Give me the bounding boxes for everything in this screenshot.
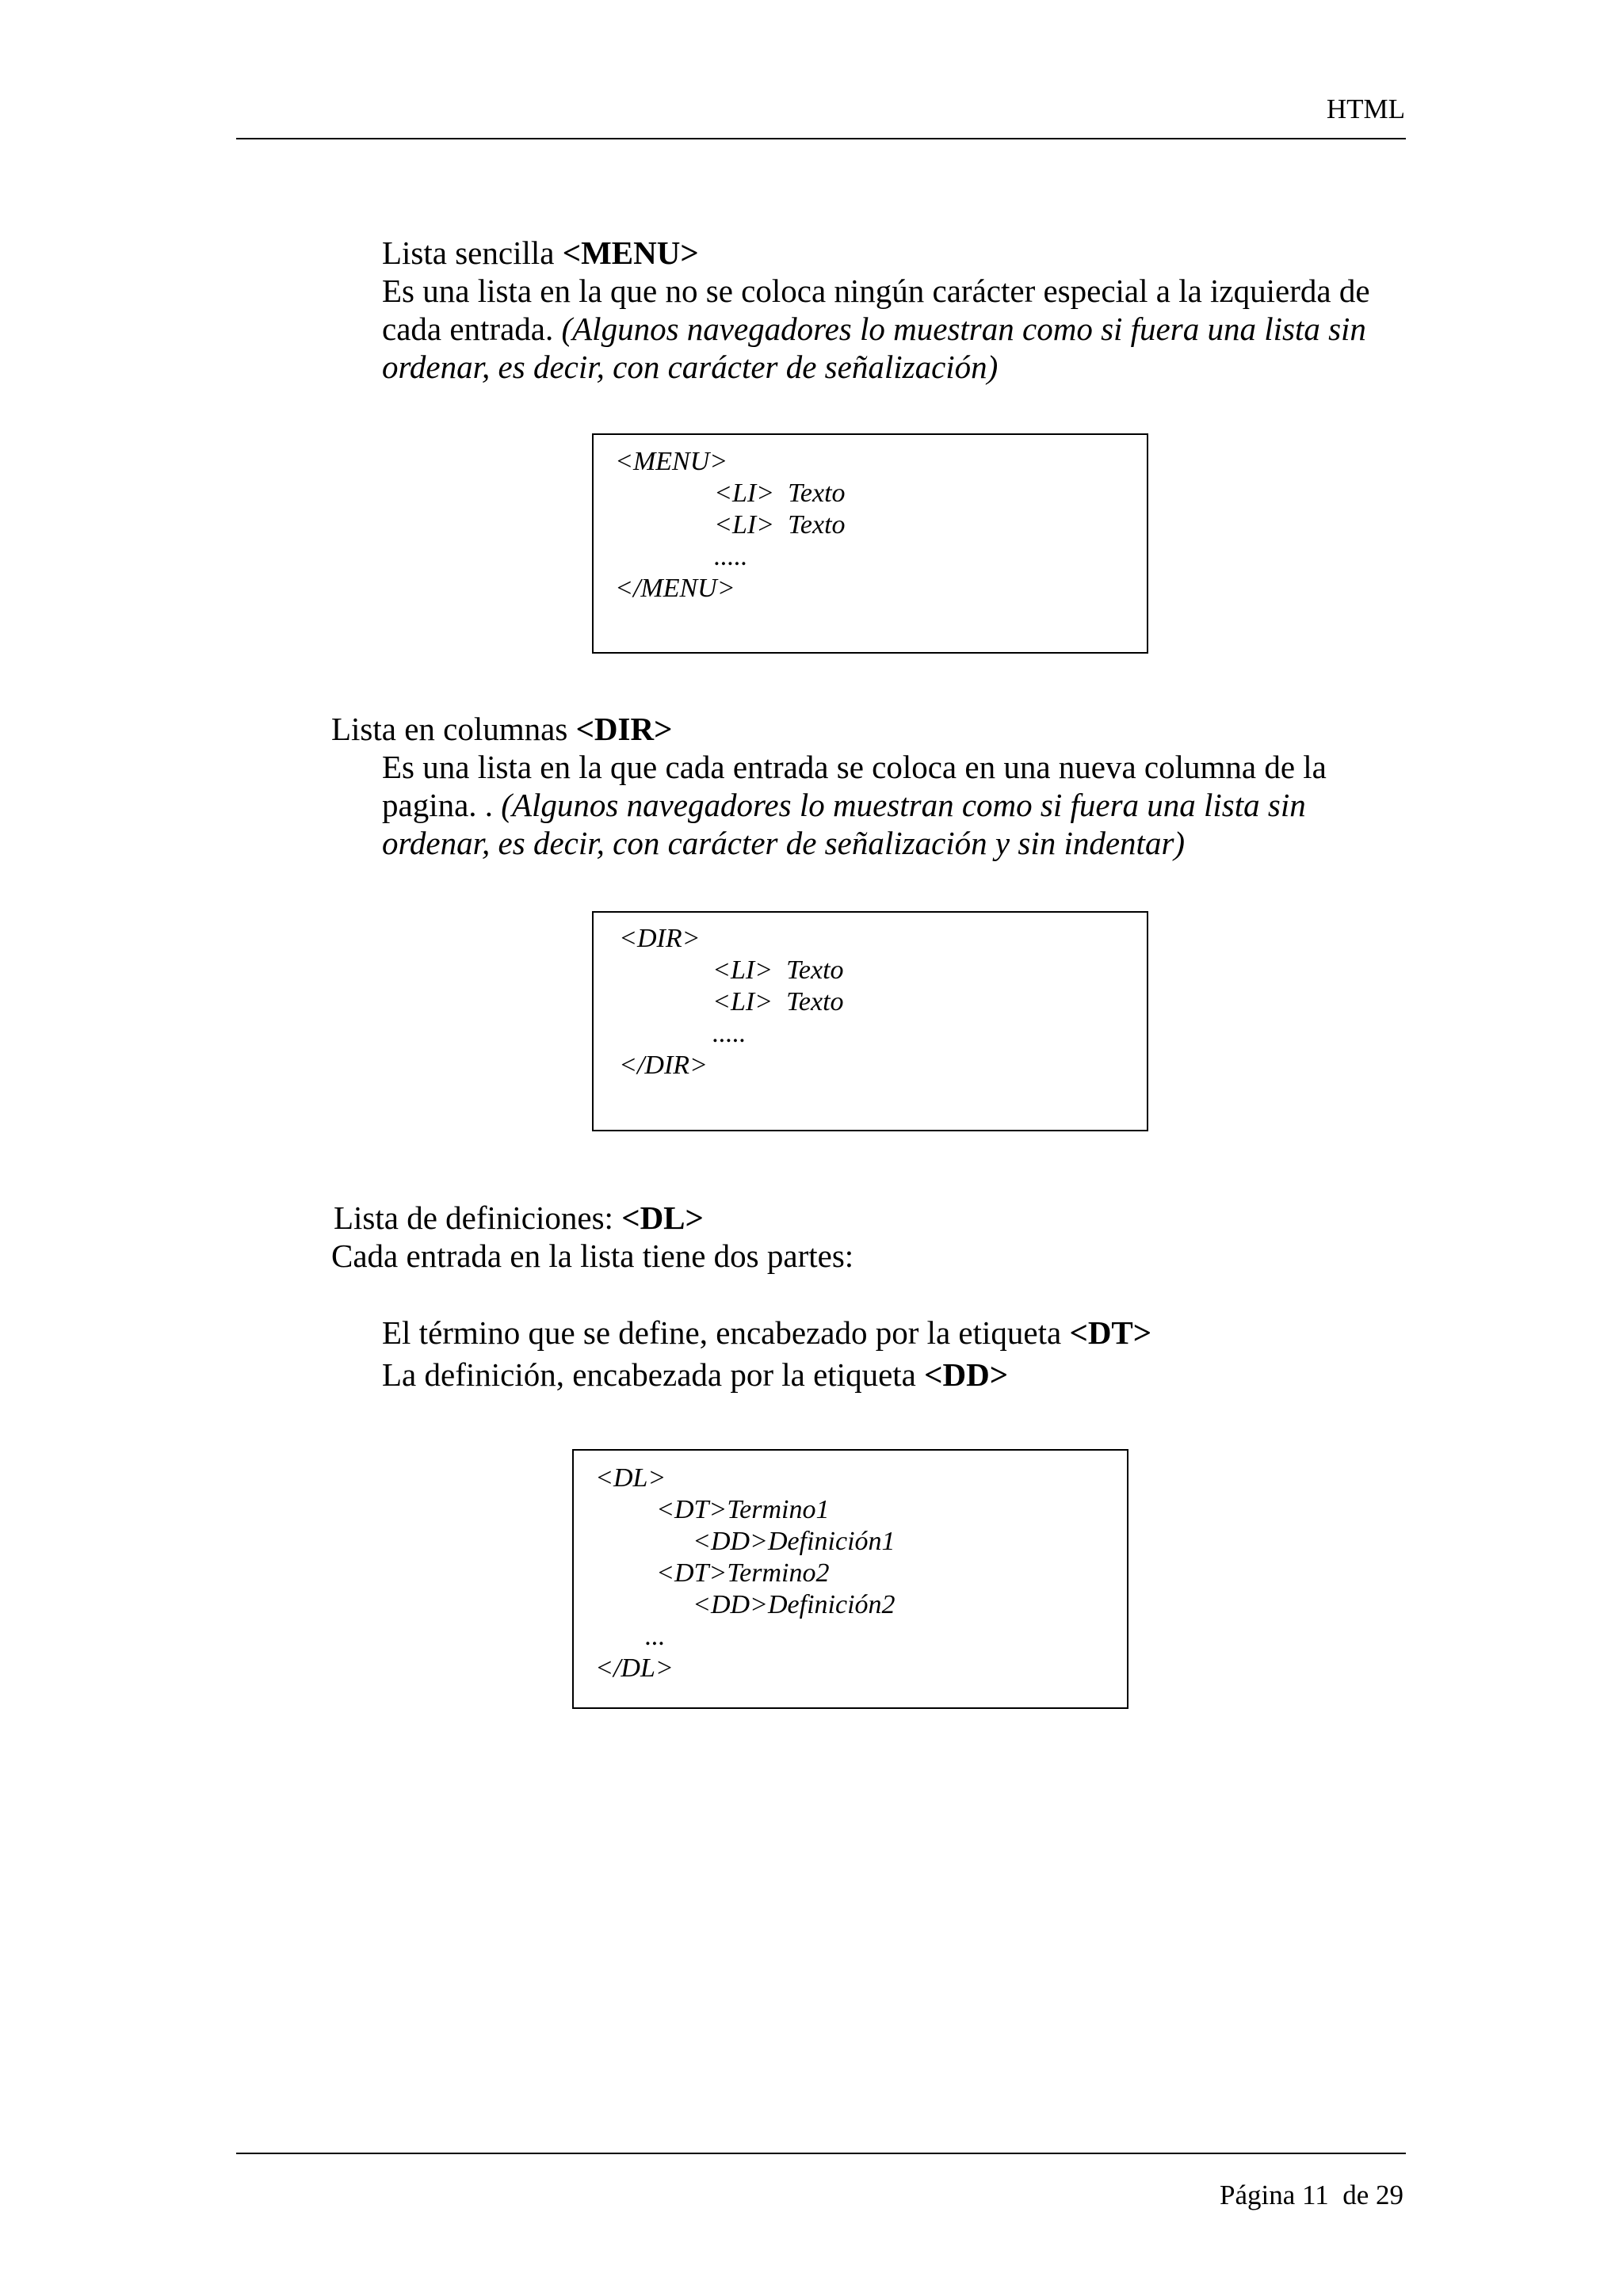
dl-item-dt-tag: <DT>: [1069, 1314, 1152, 1351]
menu-title-text: Lista sencilla: [382, 235, 563, 271]
menu-section-title: [382, 234, 699, 272]
code-line: <LI> Texto: [714, 479, 846, 508]
dir-title-text: Lista en columnas: [331, 711, 576, 747]
footer-total-pages: 29: [1376, 2180, 1403, 2210]
dl-item-dt: [382, 1314, 1151, 1352]
dl-item-dd-tag: <DD>: [924, 1356, 1009, 1393]
code-line: <DL>: [595, 1463, 666, 1493]
footer-page-label: Página: [1219, 2180, 1296, 2210]
footer-rule: [236, 2153, 1406, 2154]
dl-section-title: [334, 1199, 704, 1237]
dir-desc-line2-normal: pagina. .: [382, 787, 502, 823]
dl-intro: Cada entrada en la lista tiene dos partes:: [331, 1238, 854, 1274]
menu-desc-line2-italic: (Algunos navegadores lo muestran como si fuera una lista sin: [561, 311, 1366, 347]
dl-code-box: [572, 1449, 1128, 1709]
code-line: </DL>: [595, 1653, 674, 1683]
dir-desc-line3: ordenar, es decir, con carácter de señalización y sin indentar): [382, 825, 1186, 861]
dir-section-title: [331, 710, 672, 748]
dl-title-tag: <DL>: [621, 1199, 704, 1236]
menu-desc-line1: Es una lista en la que no se coloca ningún carácter especial a la izquierda de: [382, 273, 1370, 309]
dl-item-dd: [382, 1356, 1008, 1394]
dl-item-dt-text: El término que se define, encabezado por la etiqueta: [382, 1314, 1070, 1351]
dir-desc-line2-italic: (Algunos navegadores lo muestran como si fuera una lista sin: [501, 787, 1306, 823]
code-line: <LI> Texto: [712, 987, 844, 1016]
code-line: <DD>Definición2: [693, 1590, 896, 1619]
header-title: HTML: [1326, 93, 1405, 124]
code-line: <MENU>: [615, 447, 728, 476]
dl-item-dd-text: La definición, encabezada por la etiqueta: [382, 1356, 925, 1393]
code-line: <DIR>: [619, 924, 701, 953]
menu-desc-line2: [382, 310, 1366, 348]
header-rule: [236, 138, 1406, 139]
dir-title-tag: <DIR>: [575, 711, 673, 747]
menu-code-box: [592, 433, 1148, 654]
code-line: <DD>Definición1: [693, 1527, 896, 1556]
code-line: .....: [714, 542, 748, 571]
code-line: <DT>Termino1: [656, 1495, 830, 1524]
menu-desc-line3: ordenar, es decir, con carácter de señalización): [382, 349, 999, 385]
code-line: ...: [645, 1622, 666, 1651]
dl-title-text: Lista de definiciones:: [334, 1199, 622, 1236]
dir-desc-line1: Es una lista en la que cada entrada se coloca en una nueva columna de la: [382, 749, 1327, 785]
code-line: </MENU>: [615, 574, 735, 603]
code-line: <LI> Texto: [714, 510, 846, 540]
footer-of-label: de: [1342, 2180, 1369, 2210]
footer-page-number: 11: [1302, 2180, 1329, 2210]
code-line: <DT>Termino2: [656, 1558, 830, 1588]
menu-title-tag: <MENU>: [562, 235, 699, 271]
page-number-footer: [1220, 2180, 1403, 2211]
code-line: .....: [712, 1019, 747, 1048]
dir-code-box: [592, 911, 1148, 1131]
code-line: </DIR>: [619, 1051, 708, 1080]
code-line: <LI> Texto: [712, 955, 844, 985]
dir-desc-line2: [382, 786, 1306, 824]
menu-desc-line2-normal: cada entrada.: [382, 311, 562, 347]
